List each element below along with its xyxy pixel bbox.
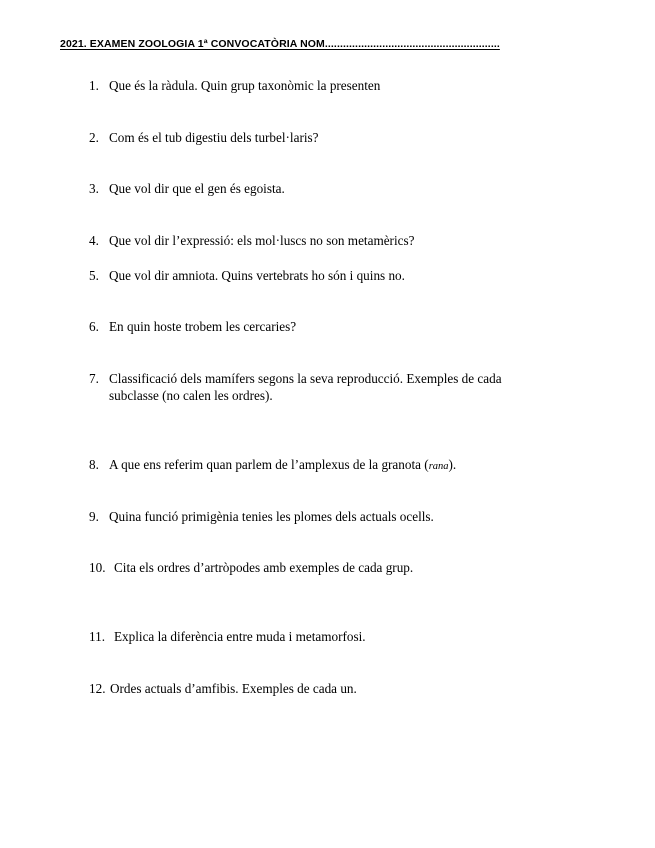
question-number: 11. xyxy=(89,629,105,644)
question-text: Que vol dir que el gen és egoista. xyxy=(109,181,285,196)
question-number: 5. xyxy=(89,268,99,283)
question-text-main: A que ens referim quan parlem de l’amplexus de la granota ( xyxy=(109,457,429,472)
question-number: 4. xyxy=(89,233,99,248)
question-number: 8. xyxy=(89,457,99,472)
question-text-line-2: subclasse (no calen les ordres). xyxy=(109,388,273,403)
question-number: 12. xyxy=(89,681,106,696)
question-number: 7. xyxy=(89,371,99,386)
question-number: 6. xyxy=(89,319,99,334)
question-text: Cita els ordres d’artròpodes amb exemples de cada grup. xyxy=(114,560,414,575)
question-text: Com és el tub digestiu dels turbel·laris? xyxy=(109,130,319,145)
question-number: 3. xyxy=(89,181,99,196)
question-text-end: ). xyxy=(448,457,457,472)
question-text: Classificació dels mamífers segons la seva reproducció. Exemples de cada xyxy=(109,371,502,386)
question-text: Ordes actuals d’amfibis. Exemples de cada un. xyxy=(110,681,357,696)
question-text: Explica la diferència entre muda i metamorfosi. xyxy=(114,629,366,644)
species-name: rana xyxy=(428,461,449,472)
question-number: 9. xyxy=(89,509,99,524)
question-text: Que és la ràdula. Quin grup taxonòmic la presenten xyxy=(109,78,381,93)
question-text: Quina funció primigènia tenies les plomes dels actuals ocells. xyxy=(109,509,434,524)
question-text xyxy=(109,456,456,475)
question-number: 2. xyxy=(89,130,99,145)
exam-header: 2021. EXAMEN ZOOLOGIA 1ª CONVOCATÒRIA NOM.......................................................... xyxy=(60,38,500,50)
question-number: 10. xyxy=(89,560,106,575)
question-text: Que vol dir l’expressió: els mol·luscs no son metamèrics? xyxy=(109,233,415,248)
question-text: En quin hoste trobem les cercaries? xyxy=(109,319,297,334)
question-7-continuation xyxy=(109,387,273,404)
question-text: Que vol dir amniota. Quins vertebrats ho són i quins no. xyxy=(109,268,405,283)
question-number: 1. xyxy=(89,78,99,93)
